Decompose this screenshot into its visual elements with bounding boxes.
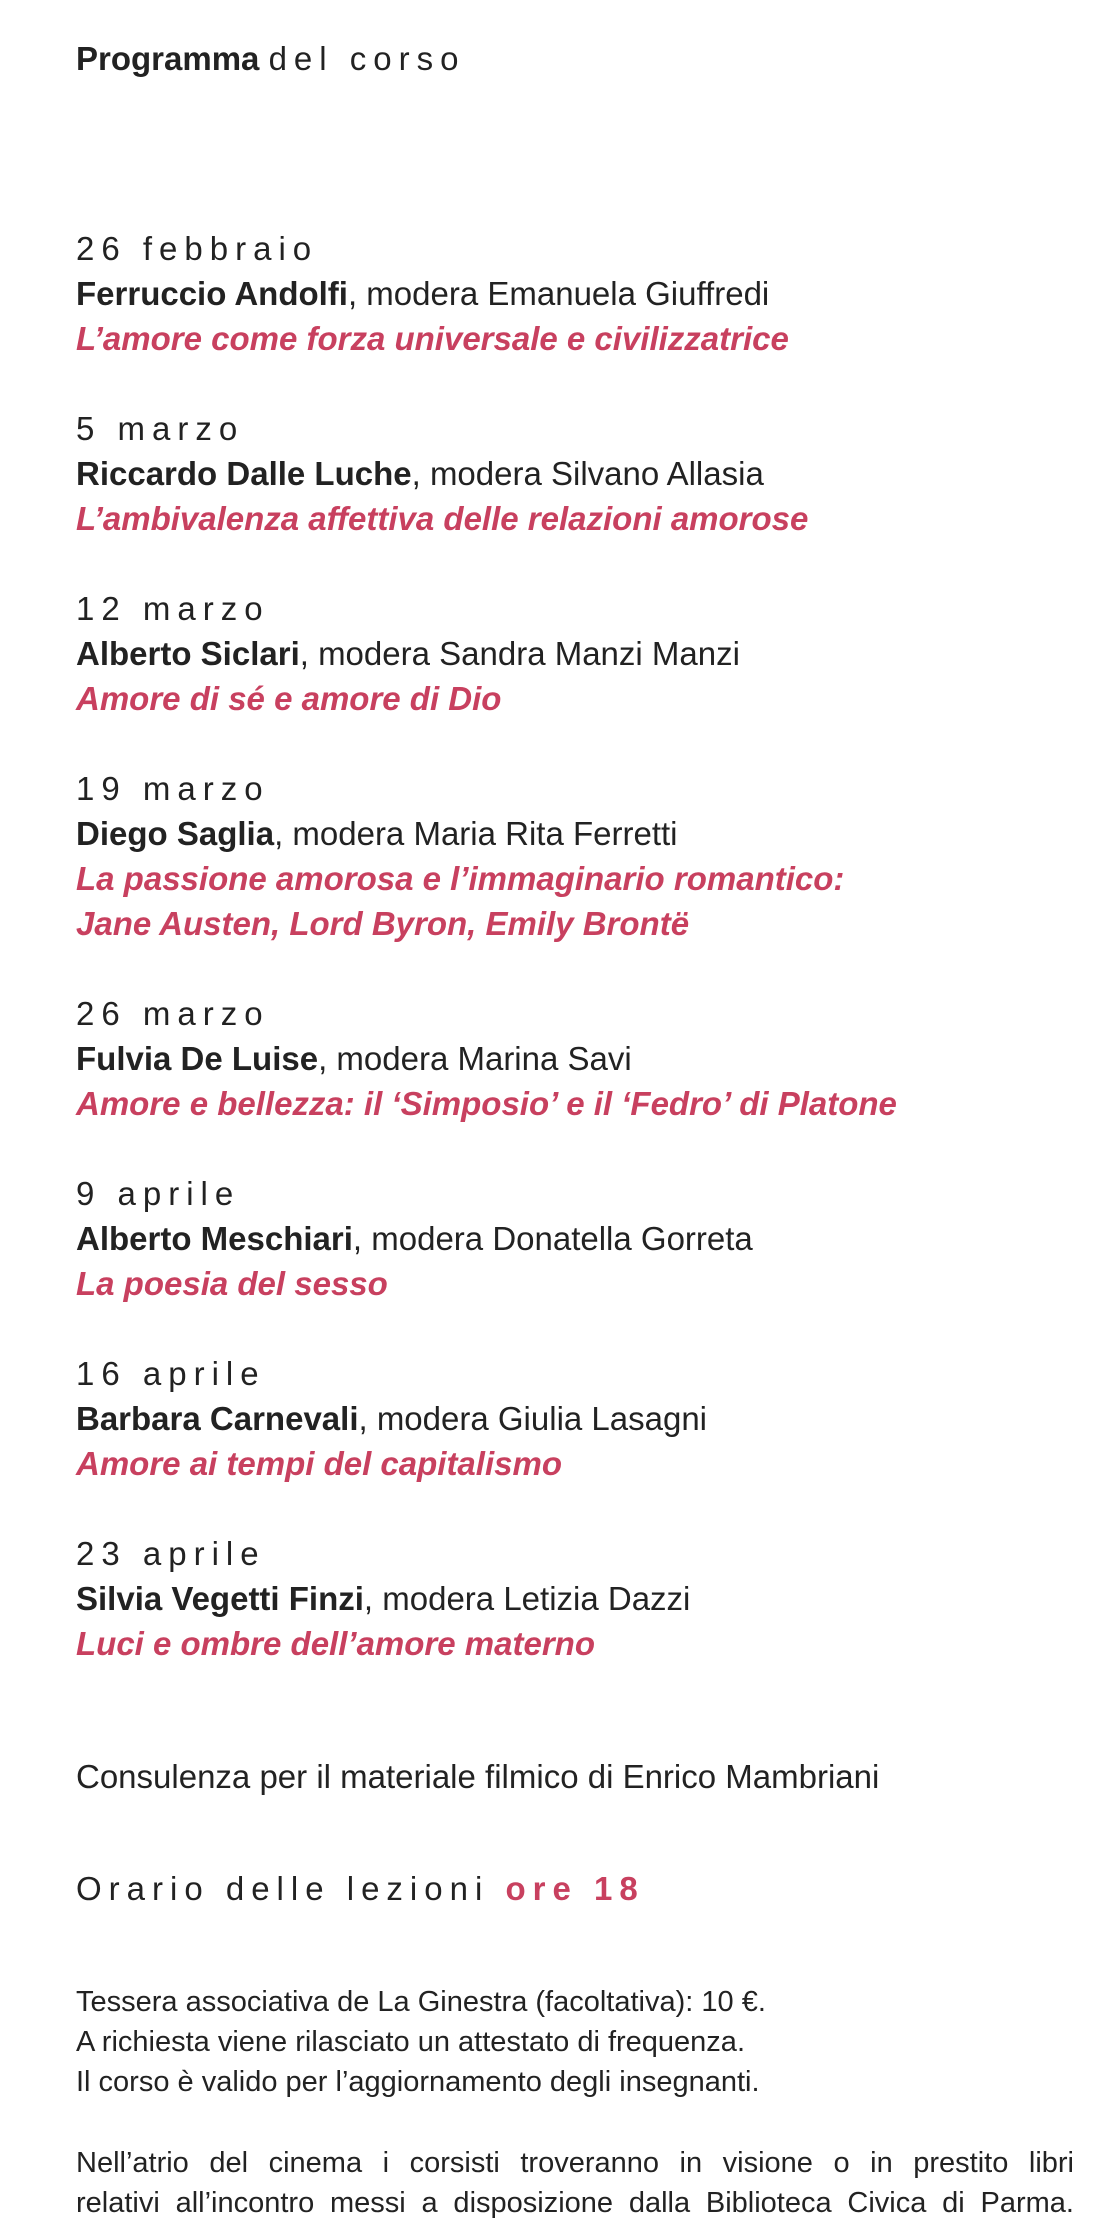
event-item <box>76 1531 1076 1666</box>
event-speaker: Alberto Siclari <box>76 635 300 672</box>
event-item <box>76 226 1076 361</box>
event-date: 12 marzo <box>76 590 270 627</box>
event-date: 23 aprile <box>76 1535 266 1572</box>
event-item <box>76 406 1076 541</box>
event-speaker-line <box>76 1036 1076 1081</box>
event-date: 26 febbraio <box>76 230 319 267</box>
event-moderator: , modera Silvano Allasia <box>411 455 764 492</box>
event-date: 26 marzo <box>76 995 270 1032</box>
event-speaker: Alberto Meschiari <box>76 1220 353 1257</box>
event-item <box>76 991 1076 1126</box>
event-speaker-line <box>76 1576 1076 1621</box>
note-teacher-training: Il corso è valido per l’aggiornamento degli insegnanti. <box>76 2066 760 2098</box>
event-speaker-line <box>76 1216 1076 1261</box>
lesson-schedule <box>76 1870 645 1908</box>
event-title: L’ambivalenza affettiva delle relazioni amorose <box>76 500 809 537</box>
event-title: La poesia del sesso <box>76 1265 388 1302</box>
event-date: 5 marzo <box>76 410 245 447</box>
schedule-time: ore 18 <box>505 1870 645 1907</box>
event-item <box>76 766 1076 946</box>
event-speaker-line <box>76 811 1076 856</box>
note-membership: Tessera associativa de La Ginestra (facoltativa): 10 €. <box>76 1986 766 2018</box>
event-title: Amore ai tempi del capitalismo <box>76 1445 562 1482</box>
event-speaker: Barbara Carnevali <box>76 1400 359 1437</box>
event-moderator: , modera Giulia Lasagni <box>358 1400 708 1437</box>
schedule-label: Orario delle lezioni <box>76 1870 490 1907</box>
event-speaker: Ferruccio Andolfi <box>76 275 348 312</box>
event-date: 19 marzo <box>76 770 270 807</box>
film-consultancy-note: Consulenza per il materiale filmico di Enrico Mambriani <box>76 1758 880 1795</box>
note-certificate: A richiesta viene rilasciato un attestato di frequenza. <box>76 2026 745 2058</box>
library-note-line-2: relativi all’incontro messi a disposizione dalla Biblioteca Civica di Parma. <box>76 2187 1074 2219</box>
event-moderator: , modera Sandra Manzi Manzi <box>299 635 740 672</box>
program-heading <box>76 40 465 78</box>
event-speaker-line <box>76 631 1076 676</box>
course-notes <box>76 1982 766 2102</box>
event-moderator: , modera Emanuela Giuffredi <box>347 275 770 312</box>
event-item <box>76 586 1076 721</box>
event-speaker: Silvia Vegetti Finzi <box>76 1580 364 1617</box>
event-speaker: Diego Saglia <box>76 815 275 852</box>
event-speaker: Riccardo Dalle Luche <box>76 455 412 492</box>
event-title-line-1: La passione amorosa e l’immaginario romantico: <box>76 860 845 897</box>
event-title: Amore e bellezza: il ‘Simposio’ e il ‘Fedro’ di Platone <box>76 1085 897 1122</box>
event-title: Luci e ombre dell’amore materno <box>76 1625 595 1662</box>
event-date: 16 aprile <box>76 1355 266 1392</box>
event-moderator: , modera Marina Savi <box>318 1040 632 1077</box>
event-title: Amore di sé e amore di Dio <box>76 680 502 717</box>
event-title-line-2: Jane Austen, Lord Byron, Emily Brontë <box>76 905 690 942</box>
event-speaker-line <box>76 451 1076 496</box>
event-title: L’amore come forza universale e civilizzatrice <box>76 320 789 357</box>
event-moderator: , modera Letizia Dazzi <box>363 1580 691 1617</box>
event-date: 9 aprile <box>76 1175 241 1212</box>
library-note-line-1: Nell’atrio del cinema i corsisti troveranno in visione o in prestito libri <box>76 2147 1074 2179</box>
heading-rest: del corso <box>268 40 466 77</box>
event-moderator: , modera Donatella Gorreta <box>352 1220 753 1257</box>
event-item <box>76 1351 1076 1486</box>
library-note <box>76 2143 1074 2223</box>
event-speaker-line <box>76 271 1076 316</box>
event-speaker-line <box>76 1396 1076 1441</box>
heading-bold: Programma <box>76 40 260 77</box>
event-moderator: , modera Maria Rita Ferretti <box>274 815 678 852</box>
event-speaker: Fulvia De Luise <box>76 1040 319 1077</box>
event-item <box>76 1171 1076 1306</box>
